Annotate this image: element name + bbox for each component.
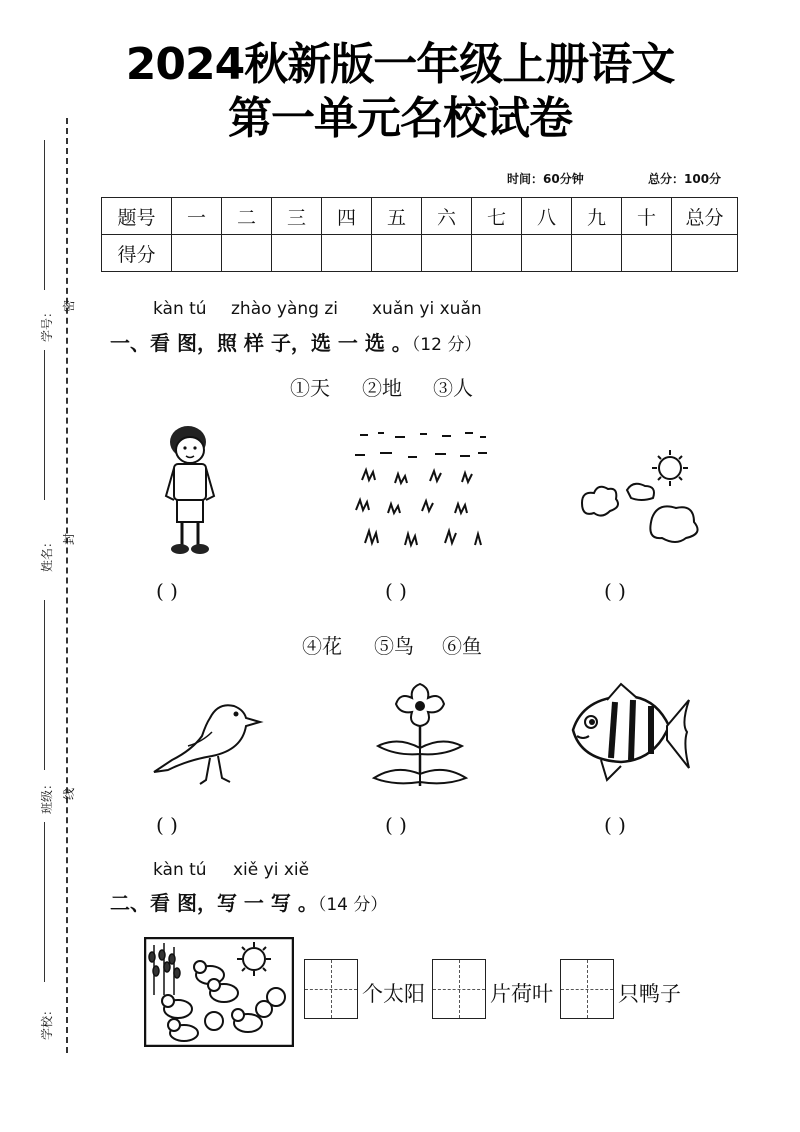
writing-box-lotus[interactable] [432,959,486,1019]
score-cell[interactable] [422,235,472,272]
word-zhi-yazi: 只鸭子 [618,982,681,1006]
pond-picture [144,937,294,1047]
table-cell: 九 [572,198,622,235]
table-cell: 得分 [102,235,172,272]
q1-option-ren: ③人 [433,376,473,400]
class-label: 班级： [40,777,54,814]
q2-title [110,887,387,916]
score-cell[interactable] [572,235,622,272]
word-ge-taiyang: 个太阳 [362,982,425,1006]
score-cell[interactable] [172,235,222,272]
table-cell: 十 [622,198,672,235]
score-cell[interactable] [272,235,322,272]
answer-blank-5[interactable]: ( ) [385,813,407,837]
q1-pinyin-kantu: kàn tú [153,299,207,319]
sky-picture [572,448,712,558]
seal-mi: 密 [62,299,76,312]
school-label: 学校： [40,1003,54,1040]
answer-blank-6[interactable]: ( ) [604,813,626,837]
score-table-score-row [102,235,738,272]
side-rule [44,822,45,982]
table-cell: 六 [422,198,472,235]
answer-blank-1[interactable]: ( ) [156,579,178,603]
q1-option-hua: ④花 [302,634,342,658]
score-cell[interactable] [222,235,272,272]
score-cell[interactable] [622,235,672,272]
score-cell[interactable] [322,235,372,272]
side-rule [44,350,45,500]
table-cell: 一 [172,198,222,235]
student-number-label: 学号： [40,305,54,342]
table-cell: 三 [272,198,322,235]
q2-title-text: 二、看 图，写 一 写 。 [110,891,318,915]
answer-blank-4[interactable]: ( ) [156,813,178,837]
q1-points: （12 分） [411,335,482,355]
score-cell[interactable] [472,235,522,272]
q1-title-text: 一、看 图，照 样 子，选 一 选 。 [110,331,412,355]
score-table [101,197,738,272]
q2-points: （14 分） [317,895,388,915]
table-cell: 五 [372,198,422,235]
q1-pinyin-xuanyixuan: xuǎn yi xuǎn [372,299,482,319]
q1-option-niao: ⑤鸟 [374,634,414,658]
q2-pinyin-kantu: kàn tú [153,860,207,880]
title-line-2: 第一单元名校试卷 [228,93,572,144]
q1-option-yu: ⑥鱼 [442,634,482,658]
fish-picture [567,680,692,790]
writing-box-sun[interactable] [304,959,358,1019]
table-cell: 七 [472,198,522,235]
table-cell: 八 [522,198,572,235]
grass-picture [350,425,495,555]
bird-picture [148,688,268,788]
table-cell: 总分 [672,198,738,235]
q1-pinyin-zhaoyangzi: zhào yàng zi [231,299,339,319]
score-table-header-row [102,198,738,235]
flower-picture [368,678,473,790]
side-rule [44,140,45,290]
q1-option-tian: ①天 [290,376,330,400]
q1-option-di: ②地 [362,376,402,400]
student-name-label: 姓名： [40,535,54,572]
q1-title [110,327,481,356]
seal-feng: 封 [62,532,76,545]
q2-pinyin-xieyixie: xiě yi xiě [233,860,310,880]
writing-box-duck[interactable] [560,959,614,1019]
table-cell: 二 [222,198,272,235]
answer-blank-2[interactable]: ( ) [385,579,407,603]
binding-dashed-line [66,118,68,1053]
side-rule [44,600,45,770]
score-cell[interactable] [372,235,422,272]
exam-time: 时间：60分钟 [507,172,584,186]
boy-picture [150,420,230,560]
score-cell[interactable] [672,235,738,272]
answer-blank-3[interactable]: ( ) [604,579,626,603]
exam-total-score: 总分：100分 [648,172,722,186]
table-cell: 四 [322,198,372,235]
table-cell: 题号 [102,198,172,235]
word-pian-heye: 片荷叶 [490,982,553,1006]
title-line-1: 2024秋新版一年级上册语文 [125,39,675,90]
seal-xian: 线 [62,787,76,800]
score-cell[interactable] [522,235,572,272]
